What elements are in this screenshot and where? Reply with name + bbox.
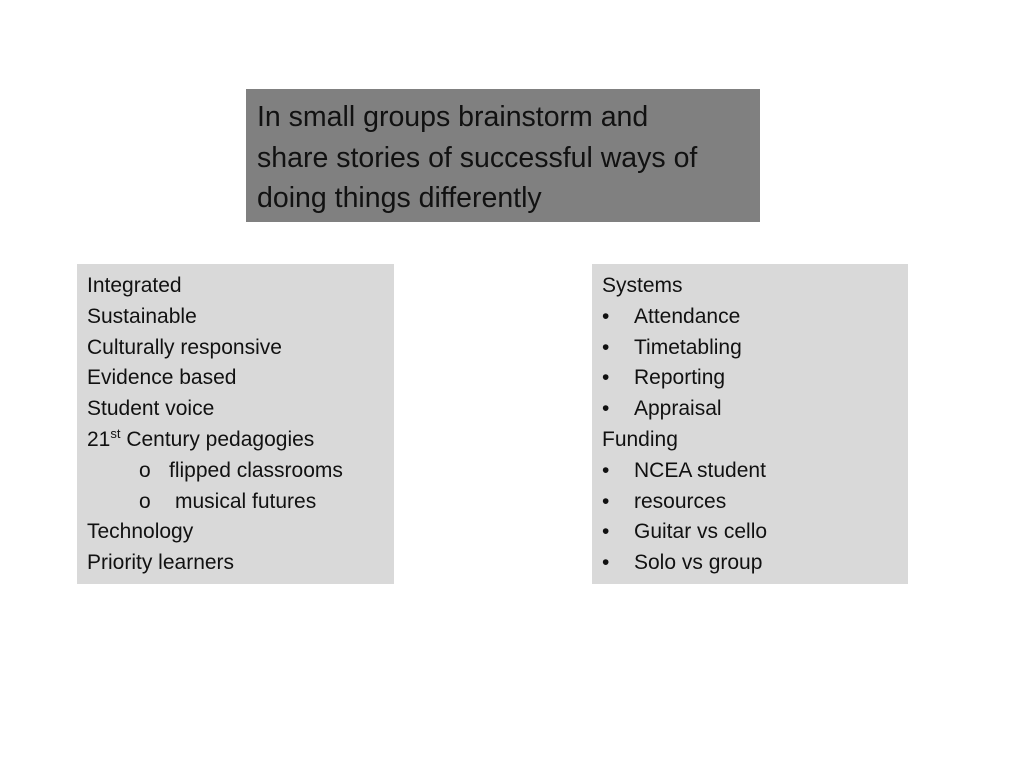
systems-heading: Systems — [602, 274, 683, 297]
sub-list-item — [87, 456, 384, 487]
bullet-item — [602, 487, 898, 518]
bullet-item — [602, 517, 898, 548]
bullet-icon: • — [602, 551, 610, 575]
century-number: 21 — [87, 427, 111, 451]
bullet-item-label: Appraisal — [634, 397, 722, 421]
list-item: Integrated — [87, 274, 182, 297]
list-item-century-pedagogies — [87, 425, 384, 456]
list-item: Priority learners — [87, 551, 235, 575]
bullet-item — [602, 363, 898, 394]
title-line: doing things differently — [257, 182, 542, 214]
circle-bullet-icon: o — [139, 489, 151, 513]
bullet-item-label: Guitar vs cello — [634, 520, 768, 544]
bullet-item-label: NCEA student — [634, 458, 766, 482]
bullet-icon: • — [602, 489, 610, 513]
list-item: Student voice — [87, 397, 215, 421]
slide-title — [257, 97, 750, 219]
bullet-item — [602, 394, 898, 425]
left-panel — [77, 264, 394, 584]
century-ordinal: st — [110, 425, 121, 441]
bullet-item-label: Attendance — [634, 304, 741, 328]
bullet-icon: • — [602, 304, 610, 328]
list-item: Sustainable — [87, 304, 197, 328]
bullet-icon: • — [602, 520, 610, 544]
bullet-item-label: Reporting — [634, 366, 726, 390]
circle-bullet-icon: o — [139, 458, 151, 482]
century-text: Century pedagogies — [120, 427, 315, 451]
bullet-item — [602, 456, 898, 487]
sub-list-item-label: flipped classrooms — [169, 458, 343, 482]
bullet-icon: • — [602, 397, 610, 421]
bullet-icon: • — [602, 458, 610, 482]
list-item: Evidence based — [87, 366, 237, 390]
title-line: share stories of successful ways of — [257, 141, 698, 174]
bullet-item-label: Solo vs group — [634, 551, 763, 575]
bullet-icon: • — [602, 366, 610, 390]
funding-heading: Funding — [602, 427, 678, 451]
title-box — [246, 89, 760, 222]
title-line: In small groups brainstorm and — [257, 101, 649, 133]
right-panel — [592, 264, 908, 584]
bullet-item-label: resources — [634, 489, 727, 513]
sub-list-item — [87, 487, 384, 518]
list-item: Technology — [87, 520, 194, 544]
bullet-item-label: Timetabling — [634, 335, 742, 359]
bullet-item — [602, 302, 898, 333]
list-item: Culturally responsive — [87, 335, 282, 359]
bullet-item — [602, 333, 898, 364]
bullet-icon: • — [602, 335, 610, 359]
bullet-item — [602, 548, 898, 579]
sub-list-item-label: musical futures — [175, 489, 317, 513]
